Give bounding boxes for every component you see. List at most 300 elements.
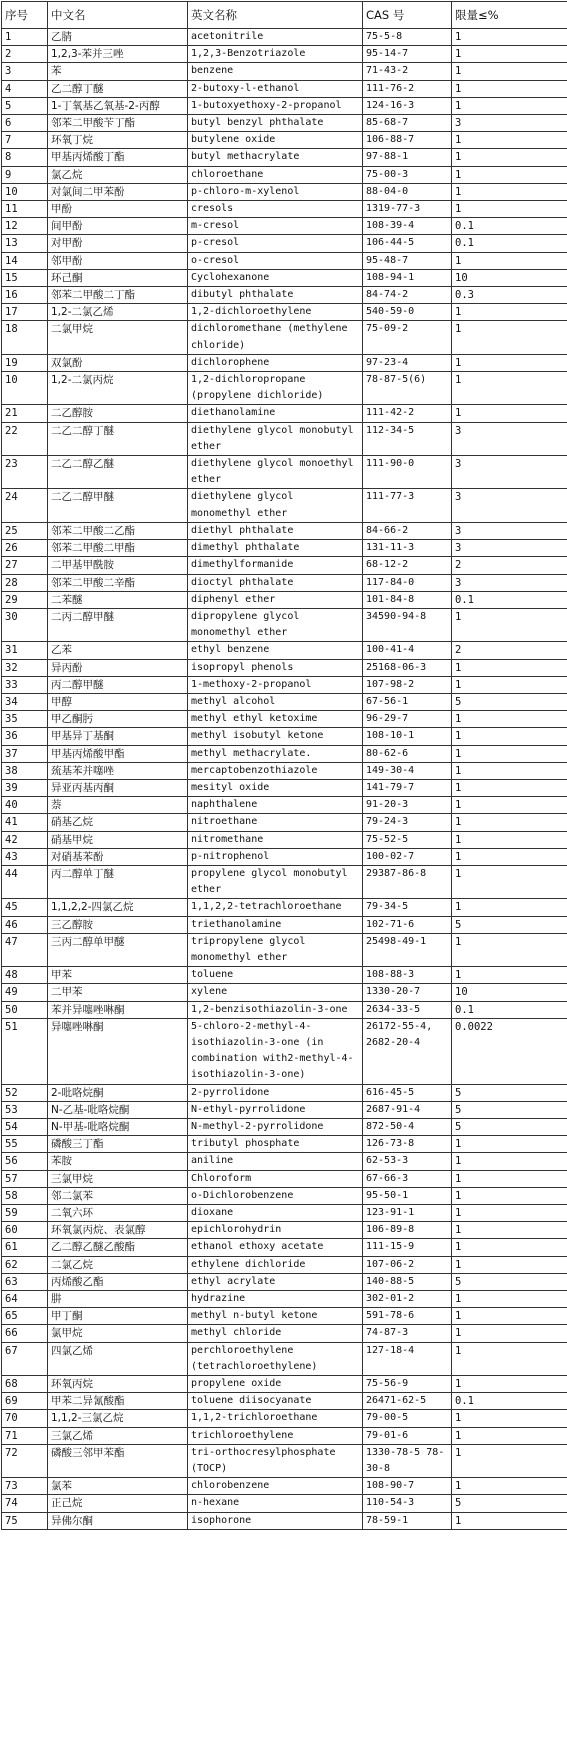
cell-number: 52 [2,1084,48,1101]
cell-english-name: diethylene glycol monomethyl ether [188,489,363,522]
cell-number: 33 [2,676,48,693]
cell-english-name: cresols [188,201,363,218]
cell-english-name: 1,2-dichloroethylene [188,304,363,321]
table-row [2,967,567,984]
cell-cas-number: 79-34-5 [363,899,452,916]
cell-english-name: tributyl phosphate [188,1136,363,1153]
table-row [2,97,567,114]
table-row [2,149,567,166]
cell-english-name: dimethyl phthalate [188,540,363,557]
cell-chinese-name: 邻苯二甲酸二辛酯 [48,574,188,591]
cell-chinese-name: 邻苯二甲酸二乙酯 [48,522,188,539]
table-row [2,422,567,455]
cell-cas-number: 108-10-1 [363,728,452,745]
cell-cas-number: 149-30-4 [363,762,452,779]
cell-english-name: ethyl acrylate [188,1273,363,1290]
cell-number: 53 [2,1101,48,1118]
cell-english-name: chloroethane [188,166,363,183]
cell-number: 75 [2,1512,48,1529]
cell-english-name: p-nitrophenol [188,848,363,865]
cell-cas-number: 108-88-3 [363,967,452,984]
cell-cas-number: 100-41-4 [363,642,452,659]
cell-chinese-name: 1,2-二氯乙烯 [48,304,188,321]
cell-chinese-name: 环氧氯丙烷、表氯醇 [48,1222,188,1239]
cell-chinese-name: 甲基异丁基酮 [48,728,188,745]
cell-chinese-name: 甲乙酮肟 [48,711,188,728]
cell-english-name: ethylene dichloride [188,1256,363,1273]
table-row [2,557,567,574]
cell-limit: 0.1 [452,235,567,252]
table-row [2,1170,567,1187]
cell-english-name: 2-pyrrolidone [188,1084,363,1101]
cell-english-name: dipropylene glycol monomethyl ether [188,608,363,641]
cell-chinese-name: 二甲基甲酰胺 [48,557,188,574]
cell-limit: 0.1 [452,1393,567,1410]
table-row [2,405,567,422]
cell-english-name: 1-methoxy-2-propanol [188,676,363,693]
cell-cas-number: 1319-77-3 [363,201,452,218]
cell-limit: 1 [452,1153,567,1170]
cell-cas-number: 126-73-8 [363,1136,452,1153]
cell-cas-number: 79-00-5 [363,1410,452,1427]
cell-chinese-name: 甲苯二异氰酸酯 [48,1393,188,1410]
cell-cas-number: 540-59-0 [363,304,452,321]
table-row [2,46,567,63]
table-row [2,865,567,898]
cell-chinese-name: 2-吡咯烷酮 [48,1084,188,1101]
cell-cas-number: 101-84-8 [363,591,452,608]
cell-cas-number: 75-5-8 [363,29,452,46]
cell-cas-number: 29387-86-8 [363,865,452,898]
cell-english-name: tripropylene glycol monomethyl ether [188,933,363,966]
cell-limit: 0.1 [452,218,567,235]
cell-chinese-name: 异丙酚 [48,659,188,676]
cell-cas-number: 1330-78-5 78-30-8 [363,1444,452,1477]
cell-limit: 1 [452,405,567,422]
table-row [2,1136,567,1153]
table-row [2,745,567,762]
cell-limit: 1 [452,728,567,745]
table-row [2,1495,567,1512]
cell-chinese-name: 乙二醇乙醚乙酸酯 [48,1239,188,1256]
cell-cas-number: 95-14-7 [363,46,452,63]
cell-cas-number: 302-01-2 [363,1291,452,1308]
cell-chinese-name: 邻苯二甲酸苄丁酯 [48,115,188,132]
cell-number: 47 [2,933,48,966]
cell-cas-number: 102-71-6 [363,916,452,933]
cell-cas-number: 75-56-9 [363,1376,452,1393]
cell-cas-number: 26172-55-4, 2682-20-4 [363,1018,452,1084]
cell-limit: 1 [452,1427,567,1444]
cell-number: 31 [2,642,48,659]
cell-english-name: toluene [188,967,363,984]
cell-number: 7 [2,132,48,149]
table-row [2,218,567,235]
cell-cas-number: 140-88-5 [363,1273,452,1290]
cell-number: 1 [2,29,48,46]
cell-limit: 5 [452,1119,567,1136]
table-row [2,711,567,728]
cell-chinese-name: 1,1,2,2-四氯乙烷 [48,899,188,916]
cell-chinese-name: 苯 [48,63,188,80]
cell-number: 64 [2,1291,48,1308]
cell-chinese-name: 邻二氯苯 [48,1187,188,1204]
table-row [2,304,567,321]
cell-cas-number: 26471-62-5 [363,1393,452,1410]
cell-limit: 1 [452,166,567,183]
cell-english-name: naphthalene [188,797,363,814]
cell-limit: 1 [452,659,567,676]
cell-cas-number: 108-39-4 [363,218,452,235]
cell-limit: 3 [452,522,567,539]
cell-limit: 1 [452,745,567,762]
cell-number: 46 [2,916,48,933]
cell-number: 56 [2,1153,48,1170]
cell-limit: 3 [452,115,567,132]
cell-number: 49 [2,984,48,1001]
cell-cas-number: 95-50-1 [363,1187,452,1204]
cell-cas-number: 34590-94-8 [363,608,452,641]
table-row [2,1478,567,1495]
cell-cas-number: 75-09-2 [363,321,452,354]
cell-english-name: n-hexane [188,1495,363,1512]
cell-english-name: 1,1,2-trichloroethane [188,1410,363,1427]
cell-chinese-name: 乙二醇丁醚 [48,80,188,97]
cell-chinese-name: 三乙醇胺 [48,916,188,933]
cell-english-name: dichlorophene [188,354,363,371]
cell-number: 25 [2,522,48,539]
cell-chinese-name: 异亚丙基丙酮 [48,779,188,796]
cell-limit: 1 [452,1187,567,1204]
cell-cas-number: 75-00-3 [363,166,452,183]
cell-cas-number: 71-43-2 [363,63,452,80]
cell-english-name: 2-butoxy-l-ethanol [188,80,363,97]
cell-english-name: 5-chloro-2-methyl-4-isothiazolin-3-one (in combination with2-methyl-4-isothiazolin-3-one) [188,1018,363,1084]
cell-cas-number: 75-52-5 [363,831,452,848]
cell-limit: 1 [452,321,567,354]
cell-cas-number: 106-44-5 [363,235,452,252]
cell-cas-number: 108-90-7 [363,1478,452,1495]
cell-cas-number: 68-12-2 [363,557,452,574]
table-row [2,762,567,779]
table-row [2,183,567,200]
table-row [2,1018,567,1084]
cell-english-name: 1,2,3-Benzotriazole [188,46,363,63]
cell-cas-number: 25168-06-3 [363,659,452,676]
table-row [2,899,567,916]
cell-limit: 1 [452,797,567,814]
table-row [2,1153,567,1170]
cell-limit: 1 [452,1170,567,1187]
cell-english-name: hydrazine [188,1291,363,1308]
cell-english-name: 1,1,2,2-tetrachloroethane [188,899,363,916]
cell-chinese-name: 二苯醚 [48,591,188,608]
cell-cas-number: 111-15-9 [363,1239,452,1256]
cell-limit: 1 [452,1239,567,1256]
table-row [2,354,567,371]
cell-english-name: diethylene glycol monobutyl ether [188,422,363,455]
table-row [2,269,567,286]
cell-cas-number: 67-66-3 [363,1170,452,1187]
cell-limit: 1 [452,1376,567,1393]
table-row [2,1084,567,1101]
cell-limit: 1 [452,608,567,641]
cell-cas-number: 111-42-2 [363,405,452,422]
cell-english-name: propylene oxide [188,1376,363,1393]
cell-chinese-name: 二丙二醇甲醚 [48,608,188,641]
cell-english-name: diphenyl ether [188,591,363,608]
cell-number: 10 [2,183,48,200]
cell-limit: 3 [452,574,567,591]
cell-number: 26 [2,540,48,557]
cell-chinese-name: 甲苯 [48,967,188,984]
table-row [2,132,567,149]
table-row [2,1376,567,1393]
cell-cas-number: 110-54-3 [363,1495,452,1512]
cell-limit: 1 [452,252,567,269]
cell-cas-number: 127-18-4 [363,1342,452,1375]
table-row [2,372,567,405]
cell-number: 67 [2,1342,48,1375]
cell-english-name: p-chloro-m-xylenol [188,183,363,200]
cell-chinese-name: 乙苯 [48,642,188,659]
table-row [2,933,567,966]
table-row [2,1342,567,1375]
cell-chinese-name: 异佛尔酮 [48,1512,188,1529]
cell-english-name: 1,2-benzisothiazolin-3-one [188,1001,363,1018]
cell-english-name: epichlorohydrin [188,1222,363,1239]
cell-english-name: nitroethane [188,814,363,831]
table-row [2,814,567,831]
cell-cas-number: 123-91-1 [363,1205,452,1222]
cell-limit: 1 [452,1325,567,1342]
cell-english-name: mesityl oxide [188,779,363,796]
cell-number: 51 [2,1018,48,1084]
cell-number: 69 [2,1393,48,1410]
table-row [2,522,567,539]
cell-limit: 0.3 [452,287,567,304]
cell-chinese-name: 氯苯 [48,1478,188,1495]
cell-chinese-name: 甲基丙烯酸丁酯 [48,149,188,166]
cell-english-name: butyl methacrylate [188,149,363,166]
cell-limit: 1 [452,933,567,966]
table-row [2,1222,567,1239]
table-row [2,489,567,522]
cell-chinese-name: 环氧丁烷 [48,132,188,149]
cell-limit: 1 [452,1256,567,1273]
cell-cas-number: 106-88-7 [363,132,452,149]
table-row [2,1001,567,1018]
cell-limit: 1 [452,132,567,149]
table-row [2,29,567,46]
cell-english-name: Cyclohexanone [188,269,363,286]
cell-number: 50 [2,1001,48,1018]
cell-limit: 5 [452,1084,567,1101]
cell-number: 66 [2,1325,48,1342]
cell-cas-number: 141-79-7 [363,779,452,796]
table-body [2,29,567,1530]
cell-limit: 1 [452,1205,567,1222]
table-row [2,797,567,814]
cell-cas-number: 131-11-3 [363,540,452,557]
cell-english-name: o-Dichlorobenzene [188,1187,363,1204]
cell-english-name: butylene oxide [188,132,363,149]
table-row [2,676,567,693]
cell-limit: 2 [452,642,567,659]
cell-english-name: isopropyl phenols [188,659,363,676]
cell-limit: 1 [452,967,567,984]
cell-limit: 5 [452,916,567,933]
cell-chinese-name: 间甲酚 [48,218,188,235]
cell-limit: 1 [452,80,567,97]
table-row [2,1119,567,1136]
header-row [2,2,567,29]
cell-limit: 1 [452,97,567,114]
cell-english-name: N-methyl-2-pyrrolidone [188,1119,363,1136]
cell-number: 19 [2,354,48,371]
cell-english-name: diethylene glycol monoethyl ether [188,456,363,489]
cell-number: 14 [2,252,48,269]
cell-limit: 1 [452,1444,567,1477]
cell-english-name: diethyl phthalate [188,522,363,539]
table-row [2,1291,567,1308]
cell-chinese-name: 萘 [48,797,188,814]
cell-chinese-name: 1,2-二氯丙烷 [48,372,188,405]
cell-cas-number: 62-53-3 [363,1153,452,1170]
cell-chinese-name: 氯乙烷 [48,166,188,183]
cell-cas-number: 616-45-5 [363,1084,452,1101]
cell-number: 4 [2,80,48,97]
cell-cas-number: 1330-20-7 [363,984,452,1001]
table-row [2,321,567,354]
cell-cas-number: 2687-91-4 [363,1101,452,1118]
table-row [2,1239,567,1256]
cell-number: 41 [2,814,48,831]
header-cas-number: CAS 号 [363,2,452,29]
cell-limit: 1 [452,1342,567,1375]
cell-english-name: acetonitrile [188,29,363,46]
cell-cas-number: 78-87-5(6) [363,372,452,405]
cell-chinese-name: N-甲基-吡咯烷酮 [48,1119,188,1136]
cell-number: 17 [2,304,48,321]
table-row [2,1410,567,1427]
cell-number: 39 [2,779,48,796]
cell-chinese-name: 三丙二醇单甲醚 [48,933,188,966]
cell-limit: 1 [452,1308,567,1325]
cell-english-name: ethyl benzene [188,642,363,659]
cell-number: 40 [2,797,48,814]
cell-number: 18 [2,321,48,354]
cell-chinese-name: 苯并异噻唑啉酮 [48,1001,188,1018]
cell-number: 12 [2,218,48,235]
table-row [2,642,567,659]
cell-number: 74 [2,1495,48,1512]
table-row [2,728,567,745]
cell-english-name: xylene [188,984,363,1001]
cell-limit: 1 [452,304,567,321]
cell-limit: 1 [452,354,567,371]
cell-limit: 1 [452,149,567,166]
cell-limit: 1 [452,865,567,898]
cell-chinese-name: 硝基乙烷 [48,814,188,831]
cell-limit: 3 [452,489,567,522]
cell-limit: 1 [452,814,567,831]
cell-english-name: N-ethyl-pyrrolidone [188,1101,363,1118]
cell-english-name: dioxane [188,1205,363,1222]
cell-cas-number: 88-04-0 [363,183,452,200]
cell-number: 5 [2,97,48,114]
cell-chinese-name: 丙二醇甲醚 [48,676,188,693]
cell-chinese-name: 异噻唑啉酮 [48,1018,188,1084]
cell-chinese-name: 二乙二醇乙醚 [48,456,188,489]
cell-english-name: o-cresol [188,252,363,269]
cell-limit: 3 [452,540,567,557]
cell-chinese-name: 二乙二醇丁醚 [48,422,188,455]
table-row [2,456,567,489]
table-row [2,1273,567,1290]
cell-limit: 5 [452,1495,567,1512]
cell-cas-number: 84-74-2 [363,287,452,304]
cell-number: 13 [2,235,48,252]
cell-number: 9 [2,166,48,183]
table-row [2,235,567,252]
cell-chinese-name: 甲丁酮 [48,1308,188,1325]
cell-limit: 1 [452,676,567,693]
cell-number: 22 [2,422,48,455]
cell-chinese-name: 二乙醇胺 [48,405,188,422]
cell-limit: 2 [452,557,567,574]
cell-chinese-name: 对硝基苯酚 [48,848,188,865]
cell-number: 63 [2,1273,48,1290]
cell-chinese-name: 二氧六环 [48,1205,188,1222]
cell-chinese-name: 环己酮 [48,269,188,286]
cell-chinese-name: N-乙基-吡咯烷酮 [48,1101,188,1118]
cell-chinese-name: 二氯乙烷 [48,1256,188,1273]
cell-english-name: 1,2-dichloropropane (propylene dichloride) [188,372,363,405]
header-number: 序号 [2,2,48,29]
cell-number: 42 [2,831,48,848]
cell-english-name: 1-butoxyethoxy-2-propanol [188,97,363,114]
cell-number: 24 [2,489,48,522]
table-row [2,1187,567,1204]
cell-limit: 1 [452,711,567,728]
cell-limit: 0.1 [452,591,567,608]
cell-english-name: dichloromethane (methylene chloride) [188,321,363,354]
cell-number: 8 [2,149,48,166]
cell-limit: 5 [452,1273,567,1290]
cell-limit: 1 [452,779,567,796]
cell-number: 36 [2,728,48,745]
cell-limit: 1 [452,1410,567,1427]
table-row [2,1325,567,1342]
cell-english-name: methyl ethyl ketoxime [188,711,363,728]
cell-number: 55 [2,1136,48,1153]
table-row [2,287,567,304]
cell-limit: 1 [452,762,567,779]
substance-limit-table [1,1,567,1530]
cell-number: 65 [2,1308,48,1325]
cell-chinese-name: 双氯酚 [48,354,188,371]
cell-chinese-name: 1,1,2-三氯乙烷 [48,1410,188,1427]
cell-limit: 1 [452,848,567,865]
cell-english-name: butyl benzyl phthalate [188,115,363,132]
table-row [2,1393,567,1410]
header-limit: 限量≤% [452,2,567,29]
cell-number: 70 [2,1410,48,1427]
cell-cas-number: 84-66-2 [363,522,452,539]
table-row [2,1205,567,1222]
cell-number: 73 [2,1478,48,1495]
